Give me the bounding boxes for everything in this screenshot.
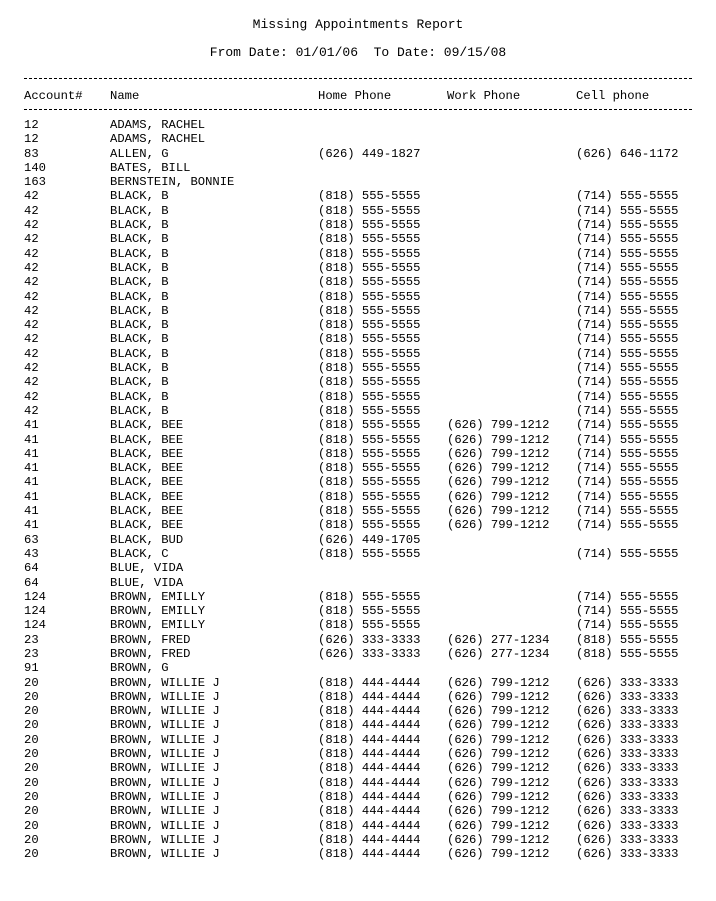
account-cell: 42 (24, 203, 39, 218)
account-cell: 41 (24, 446, 39, 461)
cell-phone-cell: (626) 333-3333 (576, 847, 679, 862)
table-row (0, 804, 716, 818)
table-row (0, 318, 716, 332)
account-cell: 91 (24, 661, 39, 676)
work-phone-cell: (626) 799-1212 (447, 832, 550, 847)
table-row (0, 204, 716, 218)
home-phone-cell: (818) 555-5555 (318, 604, 421, 619)
table-row (0, 433, 716, 447)
work-phone-cell: (626) 799-1212 (447, 789, 550, 804)
cell-phone-cell: (714) 555-5555 (576, 589, 679, 604)
account-cell: 20 (24, 832, 39, 847)
report-date-range: From Date: 01/01/06 To Date: 09/15/08 (209, 45, 507, 60)
home-phone-cell: (818) 555-5555 (318, 260, 421, 275)
cell-phone-cell: (626) 333-3333 (576, 832, 679, 847)
account-cell: 42 (24, 289, 39, 304)
name-cell: ADAMS, RACHEL (110, 118, 206, 132)
account-cell: 163 (24, 175, 46, 190)
work-phone-cell: (626) 799-1212 (447, 432, 550, 447)
table-row (0, 661, 716, 675)
table-row (0, 633, 716, 647)
account-cell: 20 (24, 804, 39, 819)
account-cell: 20 (24, 718, 39, 733)
name-cell: BROWN, EMILLY (110, 589, 206, 604)
cell-phone-cell: (714) 555-5555 (576, 246, 679, 261)
table-row (0, 332, 716, 346)
work-phone-cell: (626) 799-1212 (447, 675, 550, 690)
cell-phone-cell: (626) 333-3333 (576, 675, 679, 690)
home-phone-cell: (818) 444-4444 (318, 832, 421, 847)
account-cell: 42 (24, 246, 39, 261)
cell-phone-cell: (714) 555-5555 (576, 504, 679, 519)
account-cell: 124 (24, 604, 46, 619)
table-row (0, 761, 716, 775)
home-phone-cell: (818) 555-5555 (318, 489, 421, 504)
cell-phone-cell: (714) 555-5555 (576, 418, 679, 433)
account-cell: 42 (24, 375, 39, 390)
home-phone-cell: (818) 444-4444 (318, 775, 421, 790)
table-row (0, 690, 716, 704)
account-cell: 42 (24, 303, 39, 318)
account-cell: 41 (24, 461, 39, 476)
account-cell: 42 (24, 389, 39, 404)
cell-phone-cell: (714) 555-5555 (576, 361, 679, 376)
table-row (0, 390, 716, 404)
cell-phone-cell: (626) 333-3333 (576, 732, 679, 747)
account-cell: 64 (24, 575, 39, 590)
work-phone-cell: (626) 799-1212 (447, 475, 550, 490)
home-phone-cell: (818) 555-5555 (318, 289, 421, 304)
home-phone-cell: (818) 555-5555 (318, 218, 421, 233)
cell-phone-cell: (626) 333-3333 (576, 761, 679, 776)
column-header-home-phone: Home Phone (318, 89, 392, 103)
home-phone-cell: (818) 444-4444 (318, 718, 421, 733)
name-cell: BLACK, BEE (110, 518, 184, 533)
work-phone-cell: (626) 799-1212 (447, 489, 550, 504)
cell-phone-cell: (626) 333-3333 (576, 747, 679, 762)
account-cell: 42 (24, 318, 39, 333)
home-phone-cell: (818) 444-4444 (318, 732, 421, 747)
table-row (0, 118, 716, 132)
work-phone-cell: (626) 799-1212 (447, 804, 550, 819)
work-phone-cell: (626) 799-1212 (447, 461, 550, 476)
report-title: Missing Appointments Report (252, 17, 464, 32)
table-row (0, 261, 716, 275)
cell-phone-cell: (714) 555-5555 (576, 189, 679, 204)
home-phone-cell: (818) 555-5555 (318, 275, 421, 290)
table-row (0, 733, 716, 747)
account-cell: 42 (24, 260, 39, 275)
home-phone-cell: (818) 555-5555 (318, 461, 421, 476)
name-cell: BLACK, B (110, 318, 169, 333)
table-row (0, 147, 716, 161)
home-phone-cell: (818) 444-4444 (318, 789, 421, 804)
name-cell: BLACK, B (110, 232, 169, 247)
name-cell: BLACK, BEE (110, 504, 184, 519)
work-phone-cell: (626) 799-1212 (447, 689, 550, 704)
name-cell: BLACK, B (110, 260, 169, 275)
name-cell: BLUE, VIDA (110, 561, 184, 576)
cell-phone-cell: (714) 555-5555 (576, 303, 679, 318)
name-cell: BLACK, BEE (110, 475, 184, 490)
work-phone-cell: (626) 799-1212 (447, 818, 550, 833)
name-cell: ADAMS, RACHEL (110, 132, 206, 147)
home-phone-cell: (818) 444-4444 (318, 704, 421, 719)
home-phone-cell: (626) 449-1705 (318, 532, 421, 547)
cell-phone-cell: (714) 555-5555 (576, 432, 679, 447)
home-phone-cell: (818) 555-5555 (318, 375, 421, 390)
name-cell: BLUE, VIDA (110, 575, 184, 590)
cell-phone-cell: (626) 333-3333 (576, 718, 679, 733)
table-row (0, 547, 716, 561)
name-cell: ALLEN, G (110, 146, 169, 161)
work-phone-cell: (626) 799-1212 (447, 518, 550, 533)
name-cell: BLACK, C (110, 546, 169, 561)
work-phone-cell: (626) 799-1212 (447, 775, 550, 790)
column-header-work-phone: Work Phone (447, 89, 521, 103)
home-phone-cell: (818) 555-5555 (318, 232, 421, 247)
cell-phone-cell: (818) 555-5555 (576, 632, 679, 647)
table-row (0, 361, 716, 375)
name-cell: BLACK, B (110, 275, 169, 290)
home-phone-cell: (818) 555-5555 (318, 189, 421, 204)
table-row (0, 490, 716, 504)
account-cell: 41 (24, 475, 39, 490)
cell-phone-cell: (626) 333-3333 (576, 804, 679, 819)
column-header-account: Account# (24, 89, 83, 103)
cell-phone-cell: (714) 555-5555 (576, 403, 679, 418)
cell-phone-cell: (714) 555-5555 (576, 318, 679, 333)
account-cell: 42 (24, 232, 39, 247)
table-row (0, 161, 716, 175)
home-phone-cell: (818) 444-4444 (318, 675, 421, 690)
name-cell: BROWN, WILLIE J (110, 789, 220, 804)
home-phone-cell: (818) 555-5555 (318, 332, 421, 347)
table-row (0, 604, 716, 618)
table-row (0, 375, 716, 389)
table-row (0, 447, 716, 461)
home-phone-cell: (818) 444-4444 (318, 689, 421, 704)
name-cell: BLACK, BEE (110, 461, 184, 476)
home-phone-cell: (818) 444-4444 (318, 818, 421, 833)
cell-phone-cell: (714) 555-5555 (576, 289, 679, 304)
cell-phone-cell: (818) 555-5555 (576, 646, 679, 661)
cell-phone-cell: (626) 646-1172 (576, 146, 679, 161)
table-row (0, 647, 716, 661)
home-phone-cell: (818) 555-5555 (318, 432, 421, 447)
table-row (0, 461, 716, 475)
work-phone-cell: (626) 799-1212 (447, 747, 550, 762)
home-phone-cell: (818) 555-5555 (318, 446, 421, 461)
account-cell: 41 (24, 518, 39, 533)
name-cell: BLACK, B (110, 346, 169, 361)
table-row (0, 504, 716, 518)
work-phone-cell: (626) 799-1212 (447, 732, 550, 747)
work-phone-cell: (626) 799-1212 (447, 718, 550, 733)
cell-phone-cell: (714) 555-5555 (576, 203, 679, 218)
table-row (0, 232, 716, 246)
account-cell: 12 (24, 118, 39, 132)
table-row (0, 475, 716, 489)
table-row (0, 618, 716, 632)
name-cell: BLACK, B (110, 389, 169, 404)
table-row (0, 561, 716, 575)
account-cell: 41 (24, 432, 39, 447)
table-row (0, 847, 716, 861)
home-phone-cell: (818) 555-5555 (318, 361, 421, 376)
name-cell: BROWN, FRED (110, 646, 191, 661)
name-cell: BLACK, BEE (110, 432, 184, 447)
home-phone-cell: (818) 555-5555 (318, 418, 421, 433)
table-row (0, 676, 716, 690)
table-row (0, 590, 716, 604)
header-bottom-divider (24, 109, 692, 110)
cell-phone-cell: (714) 555-5555 (576, 275, 679, 290)
account-cell: 20 (24, 675, 39, 690)
table-row (0, 247, 716, 261)
table-row (0, 275, 716, 289)
work-phone-cell: (626) 799-1212 (447, 418, 550, 433)
account-cell: 42 (24, 218, 39, 233)
table-row (0, 132, 716, 146)
table-row (0, 833, 716, 847)
name-cell: BLACK, B (110, 203, 169, 218)
cell-phone-cell: (714) 555-5555 (576, 389, 679, 404)
work-phone-cell: (626) 799-1212 (447, 704, 550, 719)
name-cell: BROWN, WILLIE J (110, 718, 220, 733)
cell-phone-cell: (714) 555-5555 (576, 446, 679, 461)
work-phone-cell: (626) 799-1212 (447, 847, 550, 862)
name-cell: BROWN, WILLIE J (110, 675, 220, 690)
work-phone-cell: (626) 277-1234 (447, 646, 550, 661)
home-phone-cell: (818) 555-5555 (318, 589, 421, 604)
table-row (0, 576, 716, 590)
cell-phone-cell: (714) 555-5555 (576, 475, 679, 490)
table-row (0, 418, 716, 432)
cell-phone-cell: (714) 555-5555 (576, 489, 679, 504)
table-row (0, 218, 716, 232)
name-cell: BROWN, EMILLY (110, 604, 206, 619)
column-header-cell-phone: Cell phone (576, 89, 650, 103)
name-cell: BERNSTEIN, BONNIE (110, 175, 235, 190)
name-cell: BLACK, BEE (110, 489, 184, 504)
cell-phone-cell: (714) 555-5555 (576, 346, 679, 361)
work-phone-cell: (626) 799-1212 (447, 446, 550, 461)
table-header (0, 88, 716, 104)
table-row (0, 776, 716, 790)
account-cell: 12 (24, 132, 39, 147)
account-cell: 124 (24, 589, 46, 604)
cell-phone-cell: (714) 555-5555 (576, 260, 679, 275)
home-phone-cell: (818) 444-4444 (318, 761, 421, 776)
header-top-divider (24, 78, 692, 79)
home-phone-cell: (818) 555-5555 (318, 475, 421, 490)
account-cell: 20 (24, 689, 39, 704)
home-phone-cell: (626) 333-3333 (318, 646, 421, 661)
name-cell: BROWN, G (110, 661, 169, 676)
home-phone-cell: (818) 444-4444 (318, 747, 421, 762)
cell-phone-cell: (626) 333-3333 (576, 704, 679, 719)
home-phone-cell: (818) 555-5555 (318, 389, 421, 404)
cell-phone-cell: (714) 555-5555 (576, 232, 679, 247)
home-phone-cell: (818) 555-5555 (318, 346, 421, 361)
home-phone-cell: (818) 555-5555 (318, 518, 421, 533)
name-cell: BROWN, WILLIE J (110, 847, 220, 862)
name-cell: BROWN, WILLIE J (110, 689, 220, 704)
table-row (0, 290, 716, 304)
table-row (0, 819, 716, 833)
account-cell: 42 (24, 346, 39, 361)
account-cell: 23 (24, 632, 39, 647)
account-cell: 20 (24, 761, 39, 776)
name-cell: BROWN, WILLIE J (110, 761, 220, 776)
home-phone-cell: (818) 555-5555 (318, 318, 421, 333)
account-cell: 140 (24, 160, 46, 175)
account-cell: 42 (24, 332, 39, 347)
account-cell: 124 (24, 618, 46, 633)
table-row (0, 718, 716, 732)
name-cell: BLACK, BEE (110, 446, 184, 461)
account-cell: 42 (24, 361, 39, 376)
name-cell: BLACK, B (110, 332, 169, 347)
home-phone-cell: (818) 444-4444 (318, 804, 421, 819)
account-cell: 41 (24, 489, 39, 504)
account-cell: 63 (24, 532, 39, 547)
report-rows (0, 118, 716, 861)
cell-phone-cell: (714) 555-5555 (576, 332, 679, 347)
name-cell: BLACK, B (110, 303, 169, 318)
account-cell: 20 (24, 732, 39, 747)
cell-phone-cell: (714) 555-5555 (576, 604, 679, 619)
home-phone-cell: (818) 555-5555 (318, 303, 421, 318)
cell-phone-cell: (714) 555-5555 (576, 618, 679, 633)
account-cell: 20 (24, 747, 39, 762)
table-row (0, 704, 716, 718)
table-row (0, 189, 716, 203)
work-phone-cell: (626) 799-1212 (447, 761, 550, 776)
account-cell: 43 (24, 546, 39, 561)
cell-phone-cell: (714) 555-5555 (576, 218, 679, 233)
home-phone-cell: (626) 449-1827 (318, 146, 421, 161)
name-cell: BROWN, FRED (110, 632, 191, 647)
name-cell: BLACK, B (110, 218, 169, 233)
table-row (0, 175, 716, 189)
name-cell: BROWN, WILLIE J (110, 747, 220, 762)
account-cell: 64 (24, 561, 39, 576)
work-phone-cell: (626) 277-1234 (447, 632, 550, 647)
home-phone-cell: (818) 555-5555 (318, 246, 421, 261)
name-cell: BROWN, WILLIE J (110, 732, 220, 747)
account-cell: 83 (24, 146, 39, 161)
account-cell: 42 (24, 403, 39, 418)
cell-phone-cell: (626) 333-3333 (576, 775, 679, 790)
account-cell: 41 (24, 504, 39, 519)
name-cell: BLACK, B (110, 375, 169, 390)
name-cell: BROWN, WILLIE J (110, 804, 220, 819)
home-phone-cell: (818) 555-5555 (318, 403, 421, 418)
name-cell: BATES, BILL (110, 160, 191, 175)
account-cell: 20 (24, 818, 39, 833)
table-row (0, 304, 716, 318)
work-phone-cell: (626) 799-1212 (447, 504, 550, 519)
name-cell: BROWN, WILLIE J (110, 818, 220, 833)
home-phone-cell: (626) 333-3333 (318, 632, 421, 647)
table-row (0, 347, 716, 361)
cell-phone-cell: (626) 333-3333 (576, 818, 679, 833)
cell-phone-cell: (626) 333-3333 (576, 789, 679, 804)
cell-phone-cell: (714) 555-5555 (576, 461, 679, 476)
home-phone-cell: (818) 555-5555 (318, 203, 421, 218)
name-cell: BROWN, WILLIE J (110, 704, 220, 719)
account-cell: 20 (24, 775, 39, 790)
table-row (0, 747, 716, 761)
name-cell: BROWN, WILLIE J (110, 775, 220, 790)
name-cell: BLACK, B (110, 289, 169, 304)
home-phone-cell: (818) 555-5555 (318, 546, 421, 561)
account-cell: 23 (24, 646, 39, 661)
name-cell: BLACK, B (110, 246, 169, 261)
cell-phone-cell: (626) 333-3333 (576, 689, 679, 704)
account-cell: 41 (24, 418, 39, 433)
cell-phone-cell: (714) 555-5555 (576, 375, 679, 390)
name-cell: BLACK, BEE (110, 418, 184, 433)
name-cell: BLACK, B (110, 189, 169, 204)
account-cell: 42 (24, 189, 39, 204)
table-row (0, 790, 716, 804)
cell-phone-cell: (714) 555-5555 (576, 518, 679, 533)
table-row (0, 533, 716, 547)
table-row (0, 404, 716, 418)
home-phone-cell: (818) 444-4444 (318, 847, 421, 862)
name-cell: BROWN, EMILLY (110, 618, 206, 633)
cell-phone-cell: (714) 555-5555 (576, 546, 679, 561)
table-row (0, 518, 716, 532)
name-cell: BLACK, BUD (110, 532, 184, 547)
home-phone-cell: (818) 555-5555 (318, 618, 421, 633)
name-cell: BROWN, WILLIE J (110, 832, 220, 847)
name-cell: BLACK, B (110, 403, 169, 418)
name-cell: BLACK, B (110, 361, 169, 376)
account-cell: 20 (24, 789, 39, 804)
home-phone-cell: (818) 555-5555 (318, 504, 421, 519)
account-cell: 20 (24, 704, 39, 719)
account-cell: 20 (24, 847, 39, 862)
account-cell: 42 (24, 275, 39, 290)
column-header-name: Name (110, 89, 140, 103)
